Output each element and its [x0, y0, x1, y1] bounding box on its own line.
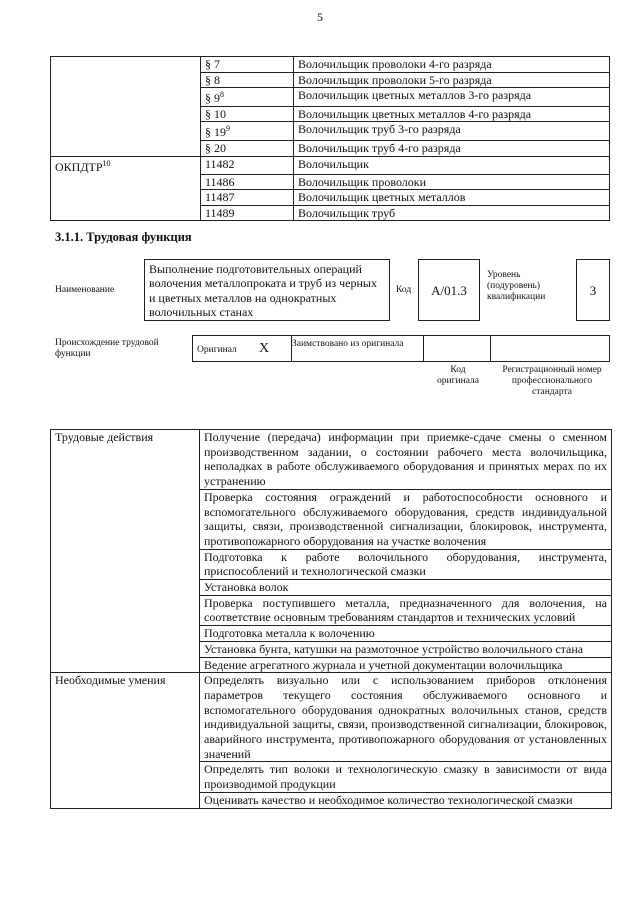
footnote-ref: 10 — [102, 158, 111, 168]
labor-row — [51, 641, 612, 657]
footnote-ref: 9 — [226, 124, 230, 134]
classifier-title: Волочильщик труб 4-го разряда — [294, 140, 610, 156]
classifier-title: Волочильщик труб 3-го разряда — [294, 122, 610, 141]
classifier-row — [51, 156, 610, 174]
classifier-name-cell — [51, 57, 201, 73]
function-code: А/01.3 — [418, 259, 480, 321]
origin-cell-code — [423, 335, 491, 362]
labor-category — [51, 626, 200, 642]
classifier-code-cell — [201, 190, 294, 206]
labor-category — [51, 489, 200, 549]
classifier-name-cell — [51, 156, 201, 174]
function-name: Выполнение подготовительных операций волочения металлопроката и труб из черных и цветных металлов на однократных волочильных станах — [144, 259, 390, 321]
classifier-row — [51, 190, 610, 206]
classifier-code: 11487 — [205, 190, 235, 205]
labor-row — [51, 595, 612, 625]
classifier-code-cell — [201, 122, 294, 141]
classifier-title: Волочильщик цветных металлов 4-го разряда — [294, 106, 610, 122]
labor-item: Проверка поступившего металла, предназначенного для волочения, на соответствие основным требованиям стандартов и технических условий — [200, 595, 612, 625]
classifier-title: Волочильщик цветных металлов 3-го разряда — [294, 88, 610, 107]
labor-row — [51, 430, 612, 490]
classifier-name: ОКПДТР — [55, 159, 103, 174]
labor-item: Установка бунта, катушки на размоточное устройство волочильного стана — [200, 641, 612, 657]
original-text: Оригинал — [197, 345, 237, 355]
labor-row — [51, 549, 612, 579]
classifier-name-cell — [51, 174, 201, 190]
labor-category — [51, 580, 200, 596]
classifier-code-cell — [201, 174, 294, 190]
original-mark: Х — [259, 341, 270, 356]
classifier-row — [51, 205, 610, 221]
reg-number-caption: Регистрационный номер профессионального стандарта — [502, 365, 602, 397]
classifier-code: § 20 — [205, 140, 226, 155]
classifier-name-cell — [51, 122, 201, 141]
labor-category — [51, 792, 200, 808]
labor-row — [51, 762, 612, 792]
classifier-row — [51, 57, 610, 73]
labor-item: Определять визуально или с использованием приборов отклонения параметров текущего состояния обслуживаемого основного и вспомогательного оборудования однократных волочильных станов, средств индивидуальной защиты, связи, производственной сигнализации, блокировок, аварийного инструмента, противопожарного оборудования от установленных значений — [200, 673, 612, 762]
classifier-name-cell — [51, 106, 201, 122]
level-value: 3 — [576, 259, 610, 321]
classifier-row — [51, 88, 610, 107]
classifier-name-cell — [51, 190, 201, 206]
labor-category — [51, 641, 200, 657]
labor-item: Подготовка к работе волочильного оборудования, инструмента, приспособлений и технологической смазки — [200, 549, 612, 579]
classifier-title: Волочильщик — [294, 156, 610, 174]
classifier-title: Волочильщик проволоки 4-го разряда — [294, 57, 610, 73]
labor-category — [51, 549, 200, 579]
labor-row — [51, 673, 612, 762]
classifier-code: 11486 — [205, 174, 235, 189]
classifier-row — [51, 140, 610, 156]
classifier-code: 11489 — [205, 205, 235, 220]
classifier-code: § 9 — [205, 91, 220, 106]
labor-category — [51, 595, 200, 625]
classifier-code-cell — [201, 57, 294, 73]
classifier-row — [51, 174, 610, 190]
classifier-code-cell — [201, 140, 294, 156]
classifier-name-cell — [51, 140, 201, 156]
code-original-caption: Код оригинала — [437, 365, 479, 386]
level-label: Уровень (подуровень) квалификации — [487, 270, 546, 302]
name-label: Наименование — [55, 285, 115, 295]
classifier-title: Волочильщик труб — [294, 205, 610, 221]
classifier-code-cell — [201, 88, 294, 107]
labor-row — [51, 580, 612, 596]
footnote-ref: 8 — [220, 90, 224, 100]
labor-item: Получение (передача) информации при приемке-сдаче смены о сменном производственном задании, о состоянии рабочего места волочильщика, неполадках в работе обслуживаемого оборудования и принятых мерах по их устранению — [200, 430, 612, 490]
classifier-code: 11482 — [205, 156, 235, 171]
classifier-title: Волочильщик цветных металлов — [294, 190, 610, 206]
section-title: 3.1.1. Трудовая функция — [55, 230, 192, 244]
classifier-code: § 7 — [205, 57, 220, 71]
classifier-code-cell — [201, 156, 294, 174]
labor-row — [51, 626, 612, 642]
classifier-name-cell — [51, 88, 201, 107]
labor-item: Ведение агрегатного журнала и учетной документации волочильщика — [200, 657, 612, 673]
classifier-name-cell — [51, 72, 201, 88]
labor-category: Необходимые умения — [51, 673, 200, 762]
labor-row — [51, 792, 612, 808]
labor-category: Трудовые действия — [51, 430, 200, 490]
labor-category — [51, 657, 200, 673]
labor-item: Подготовка металла к волочению — [200, 626, 612, 642]
classifier-row — [51, 72, 610, 88]
origin-label: Происхождение трудовой функции — [55, 338, 159, 359]
classifier-title: Волочильщик проволоки 5-го разряда — [294, 72, 610, 88]
classifier-code: § 10 — [205, 106, 226, 121]
code-label: Код — [396, 285, 412, 295]
labor-item: Оценивать качество и необходимое количество технологической смазки — [200, 792, 612, 808]
classifier-code: § 8 — [205, 72, 220, 87]
classifier-code-cell — [201, 205, 294, 221]
classifier-row — [51, 106, 610, 122]
origin-cell-reg — [490, 335, 610, 362]
classifier-code-cell — [201, 106, 294, 122]
labor-category — [51, 762, 200, 792]
classifier-table — [50, 56, 610, 221]
labor-function-table — [50, 429, 612, 809]
labor-row — [51, 489, 612, 549]
classifier-title: Волочильщик проволоки — [294, 174, 610, 190]
borrowed-text: Заимствовано из оригинала — [292, 339, 404, 349]
classifier-row — [51, 122, 610, 141]
labor-row — [51, 657, 612, 673]
classifier-name-cell — [51, 205, 201, 221]
labor-item: Проверка состояния ограждений и работоспособности основного и вспомогательного обслуживаемого оборудования, средств индивидуальной защиты, связи, производственной сигнализации, блокировок, инструмента, противопожарного оборудования на участке волочения — [200, 489, 612, 549]
classifier-code: § 19 — [205, 125, 226, 140]
classifier-code-cell — [201, 72, 294, 88]
page-number: 5 — [317, 10, 323, 24]
labor-item: Определять тип волоки и технологическую смазку в зависимости от вида производимой продукции — [200, 762, 612, 792]
labor-item: Установка волок — [200, 580, 612, 596]
